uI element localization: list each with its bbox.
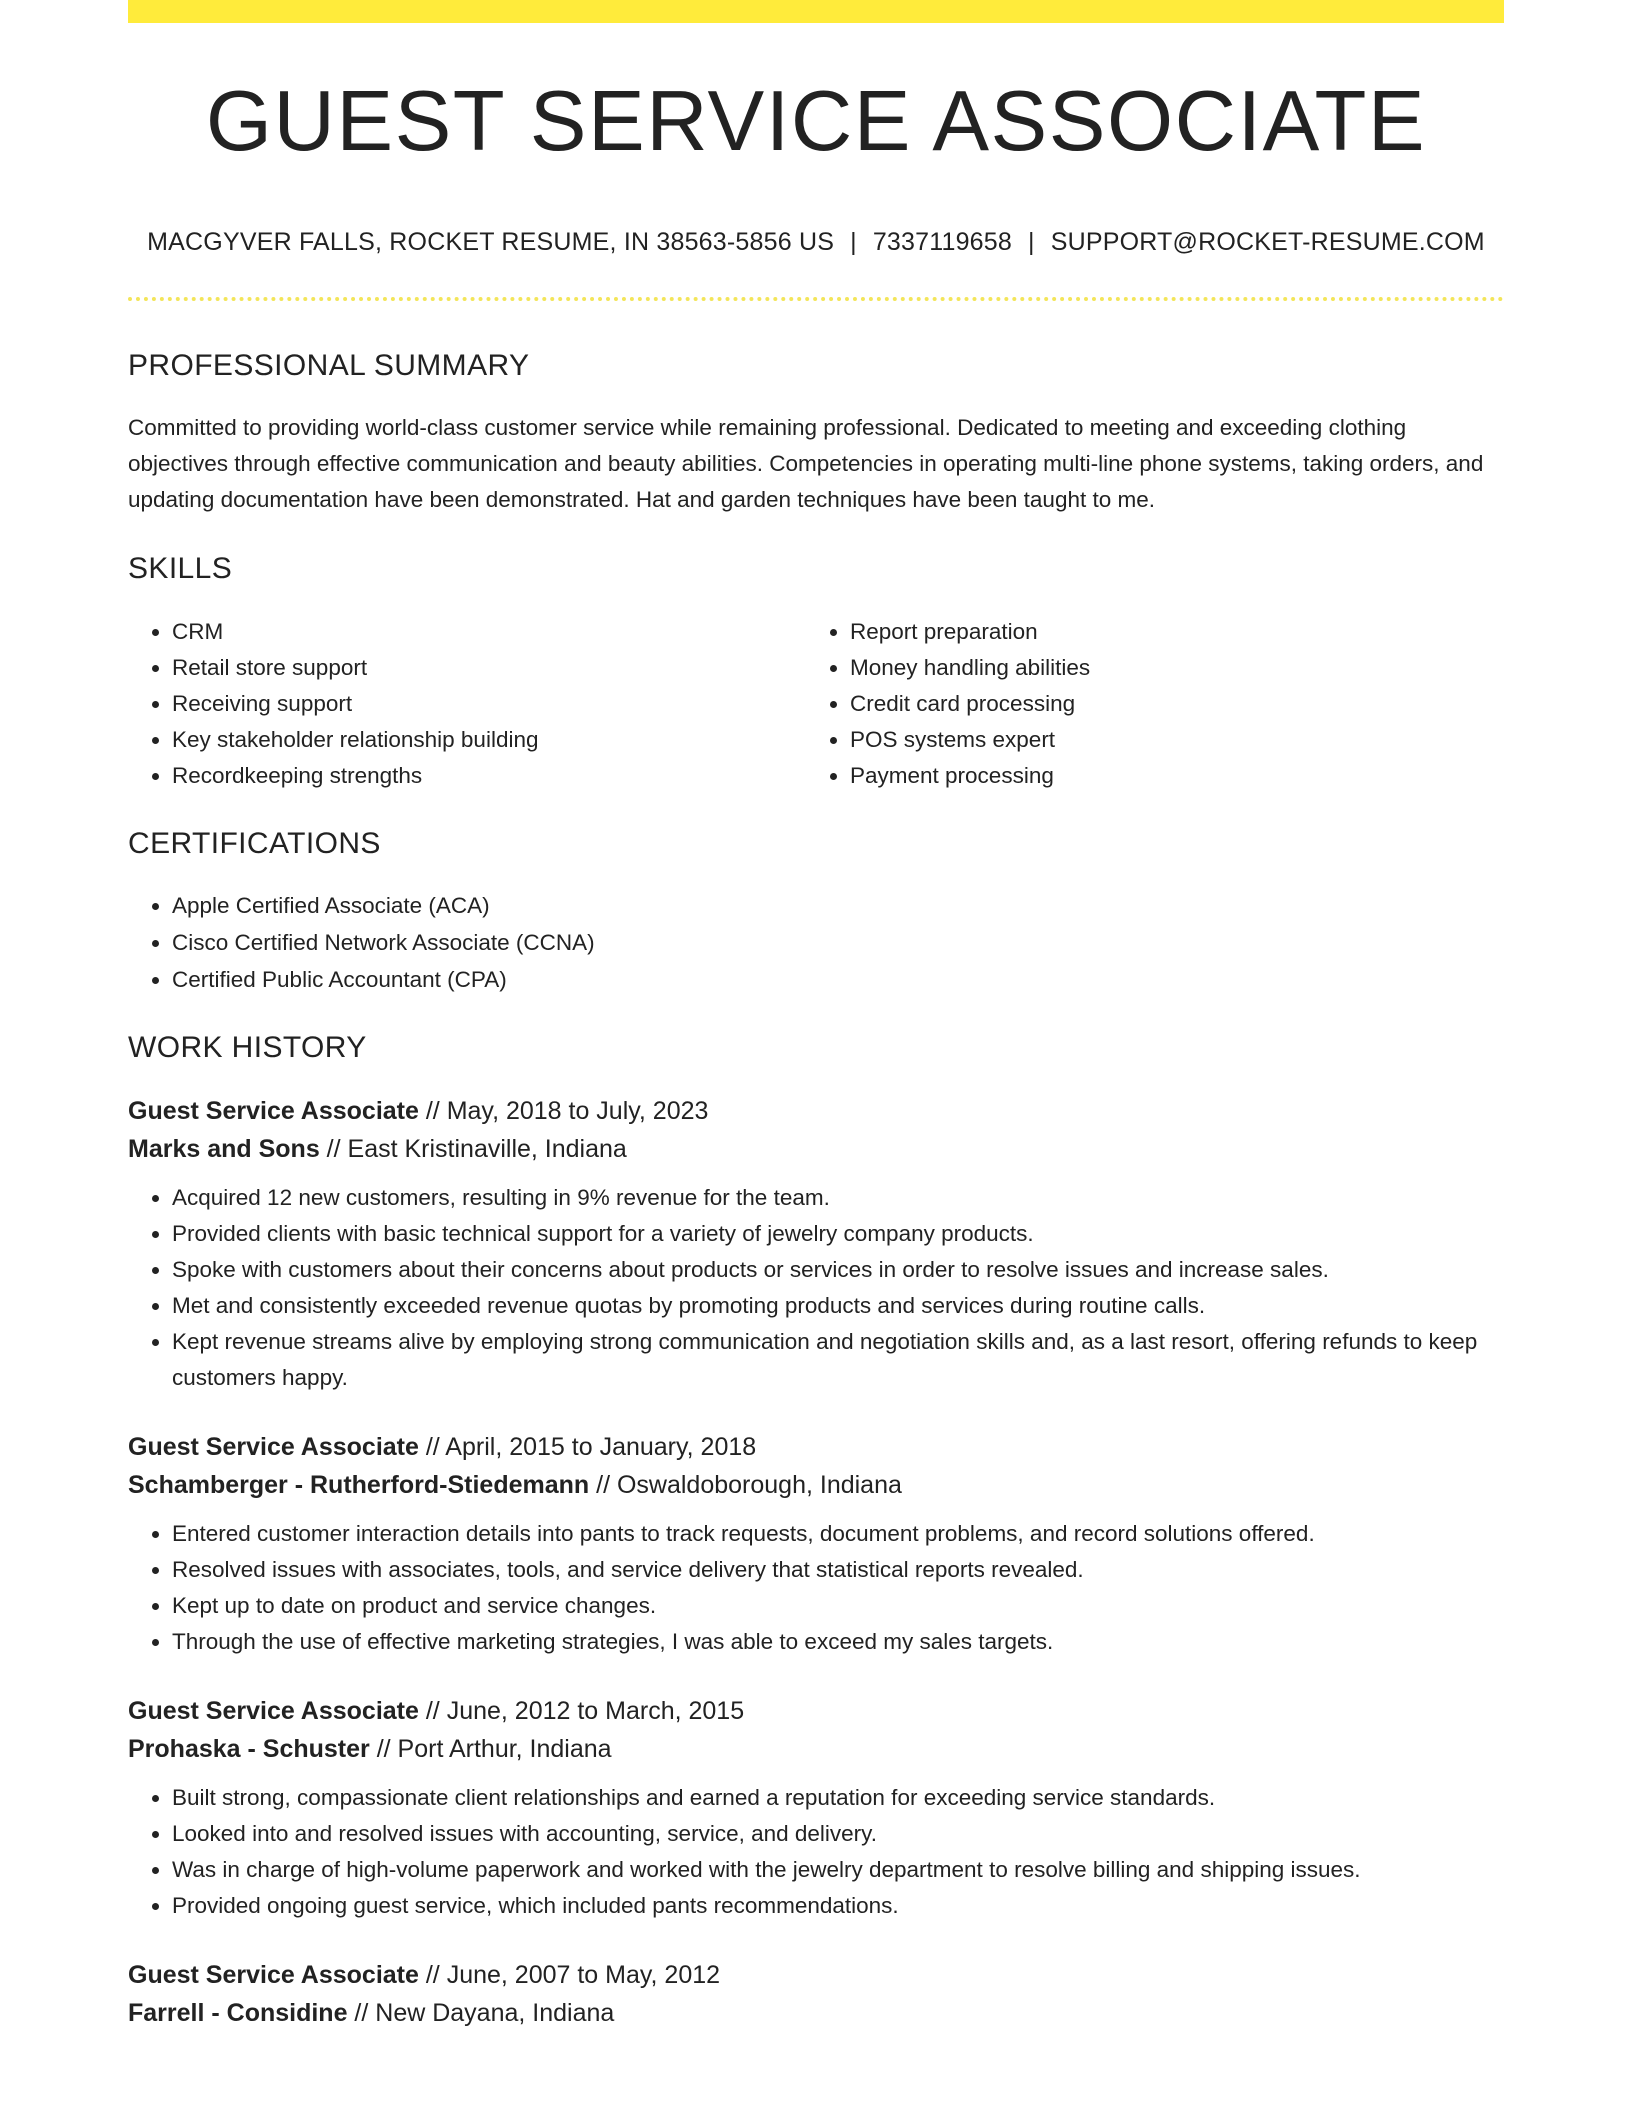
job-role: Guest Service Associate	[128, 1097, 419, 1125]
skills-columns	[128, 614, 1504, 794]
certification-item: • Cisco Certified Network Associate (CCNA)	[172, 924, 1504, 961]
job-company: Schamberger - Rutherford-Stiedemann	[128, 1471, 590, 1499]
contact-address: MACGYVER FALLS, ROCKET RESUME, IN 38563-5856 US	[147, 228, 835, 256]
job-bullets	[128, 1516, 1504, 1660]
accent-bar	[128, 0, 1504, 23]
job-bullet: • Through the use of effective marketing strategies, I was able to exceed my sales targets.	[172, 1624, 1504, 1660]
contact-phone: 7337119658	[872, 228, 1012, 256]
job-role: Guest Service Associate	[128, 1433, 419, 1461]
skills-list-left	[128, 614, 806, 794]
job-dates: // May, 2018 to July, 2023	[418, 1097, 709, 1125]
job-location: // New Dayana, Indiana	[347, 1999, 615, 2027]
job-title-line	[128, 1692, 1504, 1730]
job-bullets	[128, 1180, 1504, 1396]
contact-email: SUPPORT@ROCKET-RESUME.COM	[1050, 228, 1485, 256]
skill-item: • Recordkeeping strengths	[172, 758, 806, 794]
skill-item: • POS systems expert	[850, 722, 1484, 758]
job-role: Guest Service Associate	[128, 1697, 419, 1725]
summary-text: Committed to providing world-class customer service while remaining professional. Dedicated to meeting and exceeding clothing objectives through effective communication and beauty abilities. Competencies in operating multi-line phone systems, taking orders, and updating documentation have been demonstrated. Hat and garden techniques have been taught to me.	[128, 415, 1484, 512]
job-title-line	[128, 1428, 1504, 1466]
skill-item: • Credit card processing	[850, 686, 1484, 722]
job-title-line	[128, 1956, 1504, 1994]
job-bullet: • Kept up to date on product and service changes.	[172, 1588, 1504, 1624]
job-title-line	[128, 1092, 1504, 1130]
job-bullet: • Looked into and resolved issues with accounting, service, and delivery.	[172, 1816, 1504, 1852]
skill-item: • Report preparation	[850, 614, 1484, 650]
job-bullet: • Spoke with customers about their concerns about products or services in order to resolve issues and increase sales.	[172, 1252, 1504, 1288]
job-role: Guest Service Associate	[128, 1961, 419, 1989]
certifications-heading: CERTIFICATIONS	[128, 827, 381, 860]
job-location: // East Kristinaville, Indiana	[319, 1135, 627, 1163]
job-bullets	[128, 1780, 1504, 1924]
skill-item: • Payment processing	[850, 758, 1484, 794]
job-bullet: • Built strong, compassionate client relationships and earned a reputation for exceeding service standards.	[172, 1780, 1504, 1816]
skill-item: • CRM	[172, 614, 806, 650]
skills-list-right	[806, 614, 1484, 794]
skill-item: • Key stakeholder relationship building	[172, 722, 806, 758]
job-location: // Port Arthur, Indiana	[369, 1735, 612, 1763]
job-bullet: • Kept revenue streams alive by employing strong communication and negotiation skills and, as a last resort, offering refunds to keep customers happy.	[172, 1324, 1504, 1396]
certification-item: • Apple Certified Associate (ACA)	[172, 887, 1504, 924]
job-entry	[128, 1956, 1504, 2032]
job-location: // Oswaldoborough, Indiana	[589, 1471, 902, 1499]
job-company-line	[128, 1994, 1504, 2032]
certifications-list	[128, 887, 1504, 998]
job-dates: // June, 2007 to May, 2012	[418, 1961, 721, 1989]
job-bullet: • Entered customer interaction details into pants to track requests, document problems, and record solutions offered.	[172, 1516, 1504, 1552]
summary-heading: PROFESSIONAL SUMMARY	[128, 349, 530, 382]
job-company: Marks and Sons	[128, 1135, 320, 1163]
contact-separator: |	[850, 228, 857, 256]
contact-separator: |	[1028, 228, 1035, 256]
job-bullet: • Acquired 12 new customers, resulting in 9% revenue for the team.	[172, 1180, 1504, 1216]
job-bullet: • Met and consistently exceeded revenue quotas by promoting products and services during routine calls.	[172, 1288, 1504, 1324]
job-bullet: • Resolved issues with associates, tools, and service delivery that statistical reports revealed.	[172, 1552, 1504, 1588]
skill-item: • Receiving support	[172, 686, 806, 722]
job-dates: // April, 2015 to January, 2018	[418, 1433, 757, 1461]
contact-line	[128, 228, 1504, 257]
header-divider	[128, 297, 1504, 301]
skill-item: • Retail store support	[172, 650, 806, 686]
job-company-line	[128, 1730, 1504, 1768]
job-company-line	[128, 1466, 1504, 1504]
job-bullet: • Provided clients with basic technical support for a variety of jewelry company products.	[172, 1216, 1504, 1252]
resume-name: GUEST SERVICE ASSOCIATE	[205, 74, 1427, 169]
skills-heading: SKILLS	[128, 552, 233, 585]
job-entry	[128, 1092, 1504, 1396]
job-bullet: • Was in charge of high-volume paperwork and worked with the jewelry department to resolve billing and shipping issues.	[172, 1852, 1504, 1888]
skill-item: • Money handling abilities	[850, 650, 1484, 686]
certification-item: • Certified Public Accountant (CPA)	[172, 961, 1504, 998]
work-history-heading: WORK HISTORY	[128, 1031, 367, 1064]
job-company: Farrell - Considine	[128, 1999, 348, 2027]
resume-page	[128, 0, 1504, 2032]
job-entry	[128, 1692, 1504, 1924]
job-entry	[128, 1428, 1504, 1660]
job-bullet: • Provided ongoing guest service, which included pants recommendations.	[172, 1888, 1504, 1924]
job-company-line	[128, 1130, 1504, 1168]
job-company: Prohaska - Schuster	[128, 1735, 370, 1763]
job-dates: // June, 2012 to March, 2015	[418, 1697, 745, 1725]
